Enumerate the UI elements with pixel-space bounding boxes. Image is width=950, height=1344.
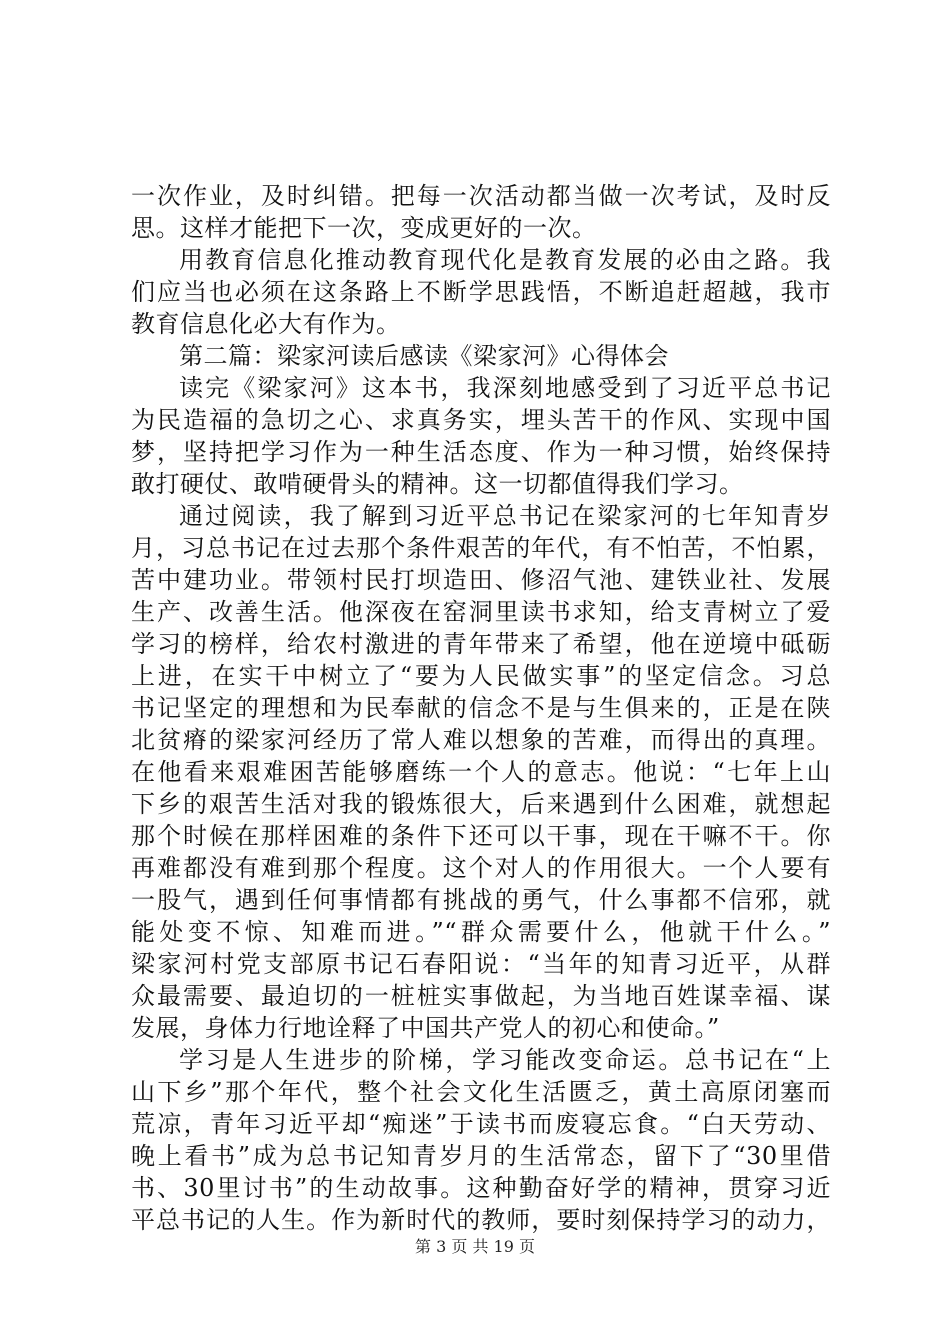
text-line: 苦中建功业。带领村民打坝造田、修沼气池、建铁业社、发展 (131, 566, 831, 594)
text-line: 生产、改善生活。他深夜在窑洞里读书求知，给支青树立了爱 (131, 598, 831, 626)
text-line: 能处变不惊、知难而进。”“群众需要什么，他就干什么。” (131, 918, 831, 946)
text-line: 学习的榜样，给农村激进的青年带来了希望，他在逆境中砥砺 (131, 630, 831, 658)
text-line: 敢打硬仗、敢啃硬骨头的精神。这一切都值得我们学习。 (131, 470, 744, 498)
text-line: 梦，坚持把学习作为一种生活态度、作为一种习惯，始终保持 (131, 438, 831, 466)
text-line: 北贫瘠的梁家河经历了常人难以想象的苦难，而得出的真理。 (131, 726, 831, 754)
text-line: 在他看来艰难困苦能够磨练一个人的意志。他说：“七年上山 (131, 758, 831, 786)
paragraph-start-line: 学习是人生进步的阶梯，学习能改变命运。总书记在“上 (179, 1046, 831, 1074)
text-line: 再难都没有难到那个程度。这个对人的作用很大。一个人要有 (131, 854, 831, 882)
document-body (131, 180, 831, 1236)
paragraph-start-line: 读完《梁家河》这本书，我深刻地感受到了习近平总书记 (179, 374, 831, 402)
text-line: 一股气，遇到任何事情都有挑战的勇气，什么事都不信邪，就 (131, 886, 831, 914)
text-line: 众最需要、最迫切的一桩桩实事做起，为当地百姓谋幸福、谋 (131, 982, 831, 1010)
text-line: 书记坚定的理想和为民奉献的信念不是与生俱来的，正是在陕 (131, 694, 831, 722)
text-line: 平总书记的人生。作为新时代的教师，要时刻保持学习的动力， (131, 1206, 831, 1234)
text-line: 月，习总书记在过去那个条件艰苦的年代，有不怕苦，不怕累， (131, 534, 831, 562)
text-line: 思。这样才能把下一次，变成更好的一次。 (131, 214, 597, 242)
paragraph-start-line: 通过阅读，我了解到习近平总书记在梁家河的七年知青岁 (179, 502, 831, 530)
page-number-footer: 第 3 页 共 19 页 (415, 1237, 535, 1256)
text-line: 山下乡”那个年代，整个社会文化生活匮乏，黄土高原闭塞而 (131, 1078, 831, 1106)
text-line: 们应当也必须在这条路上不断学思践悟，不断追赶超越，我市 (131, 278, 831, 306)
text-line: 上进，在实干中树立了“要为人民做实事”的坚定信念。习总 (131, 662, 831, 690)
section-heading: 第二篇：梁家河读后感读《梁家河》心得体会 (179, 342, 669, 370)
text-line: 下乡的艰苦生活对我的锻炼很大，后来遇到什么困难，就想起 (131, 790, 831, 818)
text-line: 那个时候在那样困难的条件下还可以干事，现在干嘛不干。你 (131, 822, 831, 850)
paragraph-start-line: 用教育信息化推动教育现代化是教育发展的必由之路。我 (179, 246, 831, 274)
text-line: 发展，身体力行地诠释了中国共产党人的初心和使命。” (131, 1014, 720, 1042)
text-line: 一次作业，及时纠错。把每一次活动都当做一次考试，及时反 (131, 182, 831, 210)
text-line: 为民造福的急切之心、求真务实，埋头苦干的作风、实现中国 (131, 406, 831, 434)
text-line: 梁家河村党支部原书记石春阳说：“当年的知青习近平，从群 (131, 950, 831, 978)
text-line: 荒凉，青年习近平却“痴迷”于读书而废寝忘食。“白天劳动、 (131, 1110, 831, 1138)
text-line: 书、30里讨书”的生动故事。这种勤奋好学的精神，贯穿习近 (131, 1174, 831, 1202)
text-line: 教育信息化必大有作为。 (131, 310, 401, 338)
text-line: 晚上看书”成为总书记知青岁月的生活常态，留下了“30里借 (131, 1142, 831, 1170)
